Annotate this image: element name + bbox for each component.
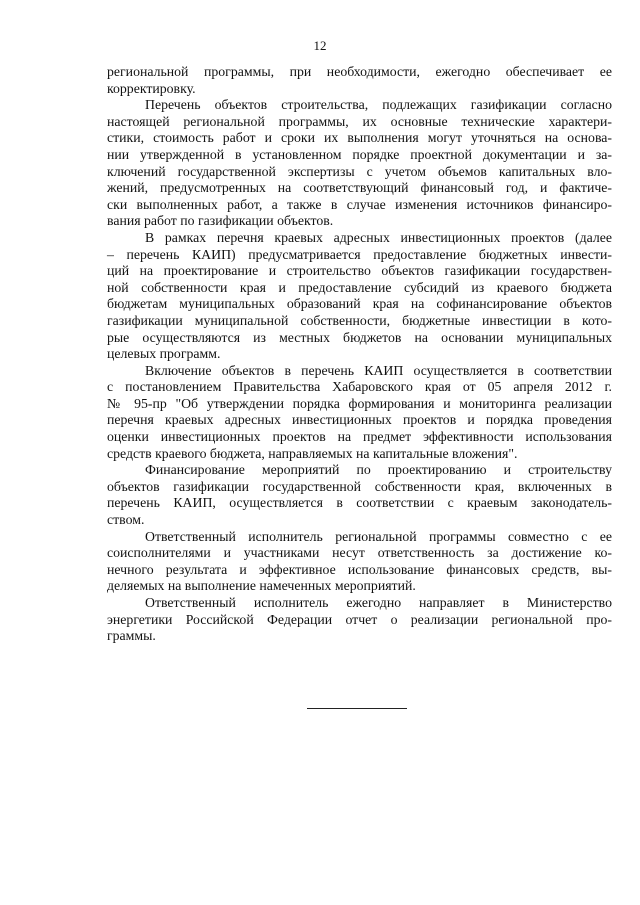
text-line: ски выполненных работ, а также в случае изменения источников финансиро- <box>107 196 612 212</box>
text-line: ключений государственной экспертизы с учетом объемов капитальных вло- <box>107 163 612 179</box>
paragraph <box>107 363 612 463</box>
text-line: вания работ по газификации объектов. <box>107 213 334 229</box>
text-line: Ответственный исполнитель региональной программы совместно с ее <box>145 528 612 544</box>
paragraph <box>107 529 612 595</box>
text-line: настоящей региональной программы, их основные технические характери- <box>107 113 612 129</box>
document-body <box>107 64 612 645</box>
text-line: перечень КАИП, осуществляется в соответствии с краевым законодатель- <box>107 495 612 511</box>
text-line: рые осуществляются из местных бюджетов на основании муниципальных <box>107 329 612 345</box>
text-line: энергетики Российской Федерации отчет о реализации региональной про- <box>107 611 612 627</box>
paragraph <box>107 64 612 97</box>
text-line: целевых программ. <box>107 346 221 362</box>
text-line: ций на проектирование и строительство объектов газификации государствен- <box>107 263 612 279</box>
text-line: Ответственный исполнитель ежегодно направляет в Министерство <box>145 595 612 610</box>
paragraph <box>107 97 612 230</box>
text-line: корректировку. <box>107 80 196 96</box>
text-line: жений, предусмотренных на соответствующий финансовый год, и фактиче- <box>107 180 612 196</box>
text-line: деляемых на выполнение намеченных мероприятий. <box>107 578 416 594</box>
text-line: Финансирование мероприятий по проектированию и строительству <box>145 462 612 478</box>
text-line: стики, стоимость работ и сроки их выполнения могут уточняться на основа- <box>107 130 612 146</box>
text-line: Включение объектов в перечень КАИП осуществляется в соответствии <box>145 362 612 378</box>
text-line: нечного результата и эффективное использование финансовых средств, вы- <box>107 561 612 577</box>
text-line: Перечень объектов строительства, подлежащих газификации согласно <box>145 97 612 113</box>
text-line: нии утвержденной в установленном порядке проектной документации и за- <box>107 146 612 162</box>
paragraph <box>107 462 612 528</box>
text-line: бюджетам муниципальных образований края на софинансирование объектов <box>107 296 612 312</box>
text-line: оценки инвестиционных проектов на предмет эффективности использования <box>107 429 612 445</box>
text-line: объектов газификации государственной собственности края, включенных в <box>107 478 612 494</box>
text-line: соисполнителями и участниками несут ответственность за достижение ко- <box>107 545 612 561</box>
text-line: перечня краевых адресных инвестиционных проектов и порядка проведения <box>107 412 612 428</box>
text-line: – перечень КАИП) предусматривается предоставление бюджетных инвести- <box>107 246 612 262</box>
text-line: В рамках перечня краевых адресных инвестиционных проектов (далее <box>145 229 612 245</box>
text-line: средств краевого бюджета, направляемых на капитальные вложения". <box>107 445 518 461</box>
paragraph <box>107 230 612 363</box>
text-line: с постановлением Правительства Хабаровского края от 05 апреля 2012 г. <box>107 379 612 395</box>
end-separator-line <box>307 708 407 709</box>
text-line: № 95-пр "Об утверждении порядка формирования и мониторинга реализации <box>107 395 612 411</box>
paragraph <box>107 595 612 645</box>
text-line: ством. <box>107 512 145 528</box>
text-line: газификации муниципальной собственности, бюджетные инвестиции в кото- <box>107 312 612 328</box>
text-line: региональной программы, при необходимости, ежегодно обеспечивает ее <box>107 64 612 79</box>
page-number: 12 <box>313 38 327 53</box>
text-line: ной собственности края и предоставление субсидий из краевого бюджета <box>107 279 612 295</box>
text-line: граммы. <box>107 628 156 644</box>
